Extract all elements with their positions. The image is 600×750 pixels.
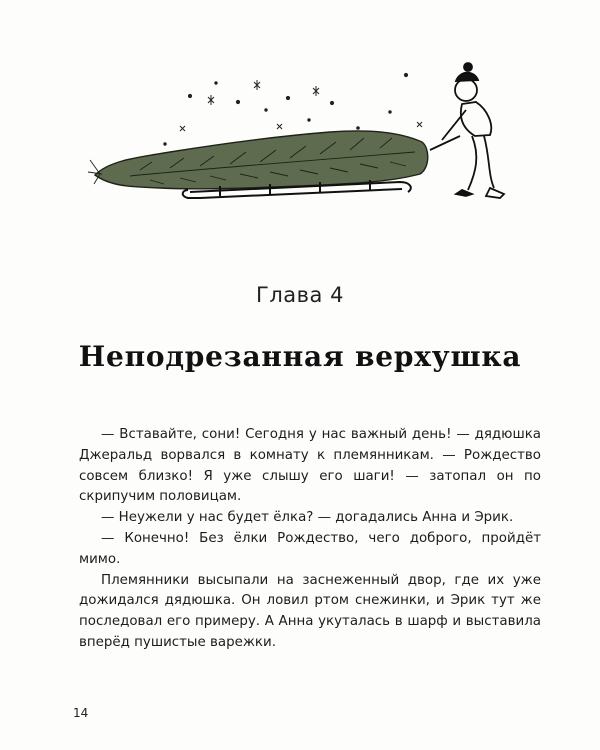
chapter-label: Глава 4 (256, 283, 344, 307)
chapter-title: Неподрезанная верхушка (78, 340, 522, 373)
paragraph: — Неужели у нас будет ёлка? — догадались Анна и Эрик. (101, 510, 514, 526)
paragraph: Племянники высыпали на заснеженный двор, где их уже дожидался дядюшка. Он ловил ртом снежинки, и Эрик тут же последовал его примеру. А Анна укуталась в шарф и выставила вперёд пушистые варежки. (79, 572, 541, 650)
paragraph: — Конечно! Без ёлки Рождество, чего доброго, пройдёт мимо. (79, 530, 541, 567)
chapter-body (79, 425, 541, 654)
man-pulling-sled (430, 63, 504, 198)
christmas-tree (88, 131, 428, 189)
paragraph: — Вставайте, сони! Сегодня у нас важный день! — дядюшка Джеральд ворвался в комнату к племянникам. — Рождество совсем близко! Я уже слышу его шаги! — затопал он по скрипучим половицам. (79, 427, 541, 505)
page-number: 14 (73, 706, 89, 720)
illustration (70, 40, 530, 220)
